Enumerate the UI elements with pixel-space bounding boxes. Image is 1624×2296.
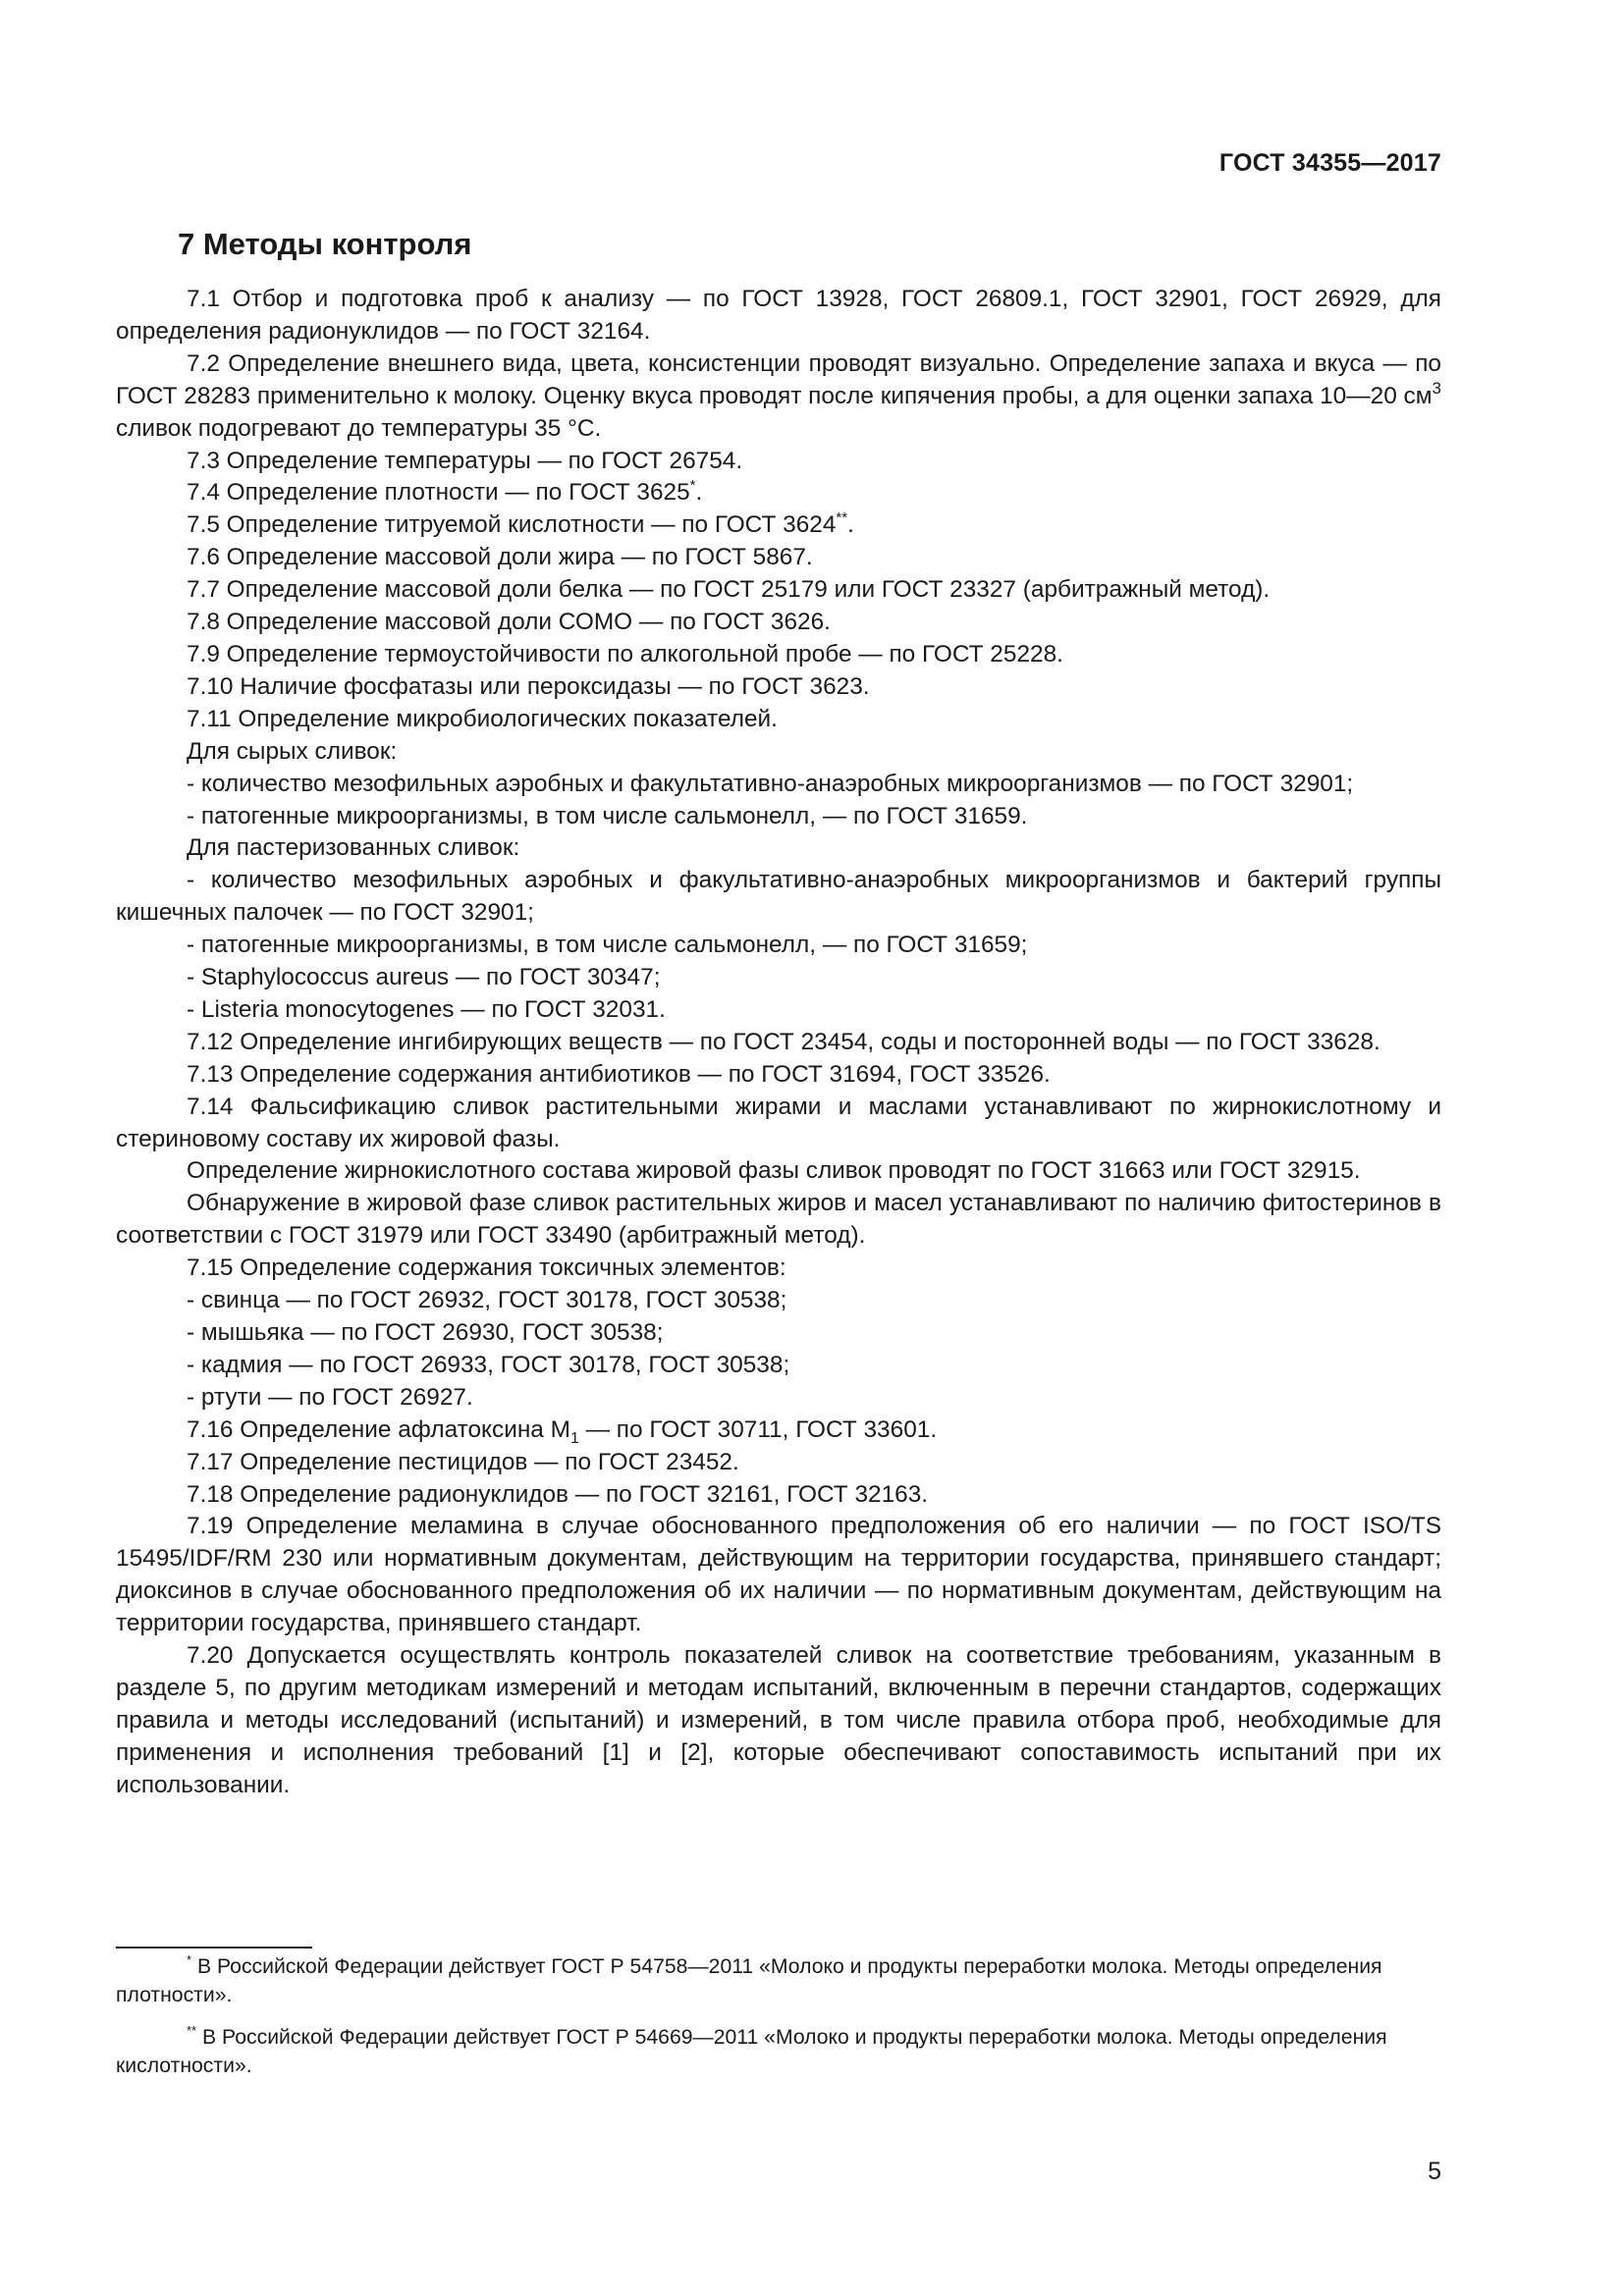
paragraph-7-14-fatty-acid: Определение жирнокислотного состава жировой фазы сливок проводят по ГОСТ 31663 или ГОСТ 32915. [187, 1157, 1361, 1185]
pasteurized-cream-intro: Для пастеризованных сливок: [187, 834, 520, 862]
paragraph-7-2: 7.2 Определение внешнего вида, цвета, консистенции проводят визуально. Определение запаха и вкуса — по ГОСТ 28283 применительно к молоку. Оценку вкуса проводят после кипячения пробы, а для оценки запаха 10—20 $см^3$ сливок подогревают до температуры 35 °C. [116, 349, 1441, 442]
footnote-mark: ** [187, 2023, 197, 2038]
list-item: - количество мезофильных аэробных и факультативно-анаэробных микроорганизмов и бактерий группы кишечных палочек — по ГОСТ 32901; [116, 867, 1441, 927]
paragraph-7-3: 7.3 Определение температуры — по ГОСТ 26754. [187, 447, 743, 474]
paragraph-7-12: 7.12 Определение ингибирующих веществ — по ГОСТ 23454, соды и посторонней воды — по ГОСТ 33628. [187, 1028, 1380, 1055]
list-item: - мышьяка — по ГОСТ 26930, ГОСТ 30538; [187, 1319, 664, 1346]
list-item: - Listeria monocytogenes — по ГОСТ 32031. [187, 995, 666, 1023]
paragraph-7-8: 7.8 Определение массовой доли СОМО — по ГОСТ 3626. [187, 609, 831, 636]
section-body [116, 284, 1441, 1802]
paragraph-7-13: 7.13 Определение содержания антибиотиков — по ГОСТ 31694, ГОСТ 33526. [187, 1060, 1051, 1088]
subscript-index: 1 [569, 1429, 579, 1447]
section-title: 7 Методы контроля [178, 227, 472, 261]
paragraph-7-14-phytosterols: Обнаружение в жировой фазе сливок растительных жиров и масел устанавливают по наличию фитостеринов в соответствии с ГОСТ 31979 или ГОСТ 33490 (арбитражный метод). [116, 1190, 1441, 1250]
paragraph-7-1: 7.1 Отбор и подготовка проб к анализу — по ГОСТ 13928, ГОСТ 26809.1, ГОСТ 32901, ГОСТ 26929, для определения радионуклидов — по ГОСТ 32164. [116, 286, 1441, 345]
list-item: - патогенные микроорганизмы, в том числе сальмонелл, — по ГОСТ 31659. [187, 802, 1028, 829]
list-item: - патогенные микроорганизмы, в том числе сальмонелл, — по ГОСТ 31659; [187, 932, 1028, 959]
footnote-1: * В Российской Федерации действует ГОСТ Р 54758—2011 «Молоко и продукты переработки молока. Методы определения плотности». [116, 1952, 1382, 2006]
page-number: 5 [1428, 2158, 1441, 2185]
paragraph-7-20: 7.20 Допускается осуществлять контроль показателей сливок на соответствие требованиям, указанным в разделе 5, по другим методикам измерений и методам испытаний, включенным в перечни стандартов, содержащих правила и методы исследований (испытаний) и измерений, в том числе правила отбора проб, необходимые для применения и исполнения требований [1] и [2], которые обеспечивают сопоставимость испытаний при их использовании. [116, 1642, 1441, 1798]
paragraph-7-17: 7.17 Определение пестицидов — по ГОСТ 23452. [187, 1448, 739, 1475]
list-item: - Staphylococcus aureus — по ГОСТ 30347; [187, 964, 661, 991]
footnote-mark: * [187, 1952, 192, 1967]
footnotes [116, 1952, 1441, 2094]
paragraph-7-7: 7.7 Определение массовой доли белка — по ГОСТ 25179 или ГОСТ 23327 (арбитражный метод). [187, 576, 1271, 604]
footnote-divider [116, 1947, 312, 1949]
paragraph-7-19: 7.19 Определение меламина в случае обоснованного предположения об его наличии — по ГОСТ ISO/TS 15495/IDF/RM 230 или нормативным документам, действующим на территории государства, принявшего стандарт; диоксинов в случае обоснованного предположения об их наличии — по нормативным документам, действующим на территории государства, принявшего стандарт. [116, 1513, 1441, 1637]
paragraph-7-9: 7.9 Определение термоустойчивости по алкогольной пробе — по ГОСТ 25228. [187, 640, 1063, 667]
list-item: - ртути — по ГОСТ 26927. [187, 1383, 473, 1411]
list-item: - количество мезофильных аэробных и факультативно-анаэробных микроорганизмов — по ГОСТ 32901; [187, 770, 1354, 797]
paragraph-7-6: 7.6 Определение массовой доли жира — по ГОСТ 5867. [187, 544, 813, 571]
paragraph-7-5: 7.5 Определение титруемой кислотности — по ГОСТ 3624**. [187, 509, 854, 539]
list-item: - кадмия — по ГОСТ 26933, ГОСТ 30178, ГОСТ 30538; [187, 1351, 790, 1378]
raw-cream-intro: Для сырых сливок: [187, 737, 398, 765]
list-item: - свинца — по ГОСТ 26932, ГОСТ 30178, ГОСТ 30538; [187, 1287, 787, 1314]
footnote-2: ** В Российской Федерации действует ГОСТ Р 54669—2011 «Молоко и продукты переработки молока. Методы определения кислотности». [116, 2023, 1387, 2077]
paragraph-7-15: 7.15 Определение содержания токсичных элементов: [187, 1255, 786, 1282]
footnote-ref-1: * [689, 477, 696, 495]
paragraph-7-11: 7.11 Определение микробиологических показателей. [187, 705, 778, 732]
paragraph-7-10: 7.10 Наличие фосфатазы или пероксидазы — по ГОСТ 3623. [187, 672, 870, 700]
paragraph-7-14: 7.14 Фальсификацию сливок растительными жирами и маслами устанавливают по жирнокислотному и стериновому составу их жировой фазы. [116, 1093, 1441, 1152]
paragraph-7-16: 7.16 Определение афлатоксина $М_1$ — по ГОСТ 30711, ГОСТ 33601. [187, 1415, 938, 1447]
superscript-cube: 3 [1432, 378, 1441, 398]
standard-code-header: ГОСТ 34355—2017 [1218, 149, 1441, 177]
paragraph-7-18: 7.18 Определение радионуклидов — по ГОСТ 32161, ГОСТ 32163. [187, 1480, 929, 1508]
footnote-ref-2: ** [836, 509, 848, 527]
paragraph-7-4: 7.4 Определение плотности — по ГОСТ 3625*. [187, 477, 703, 507]
